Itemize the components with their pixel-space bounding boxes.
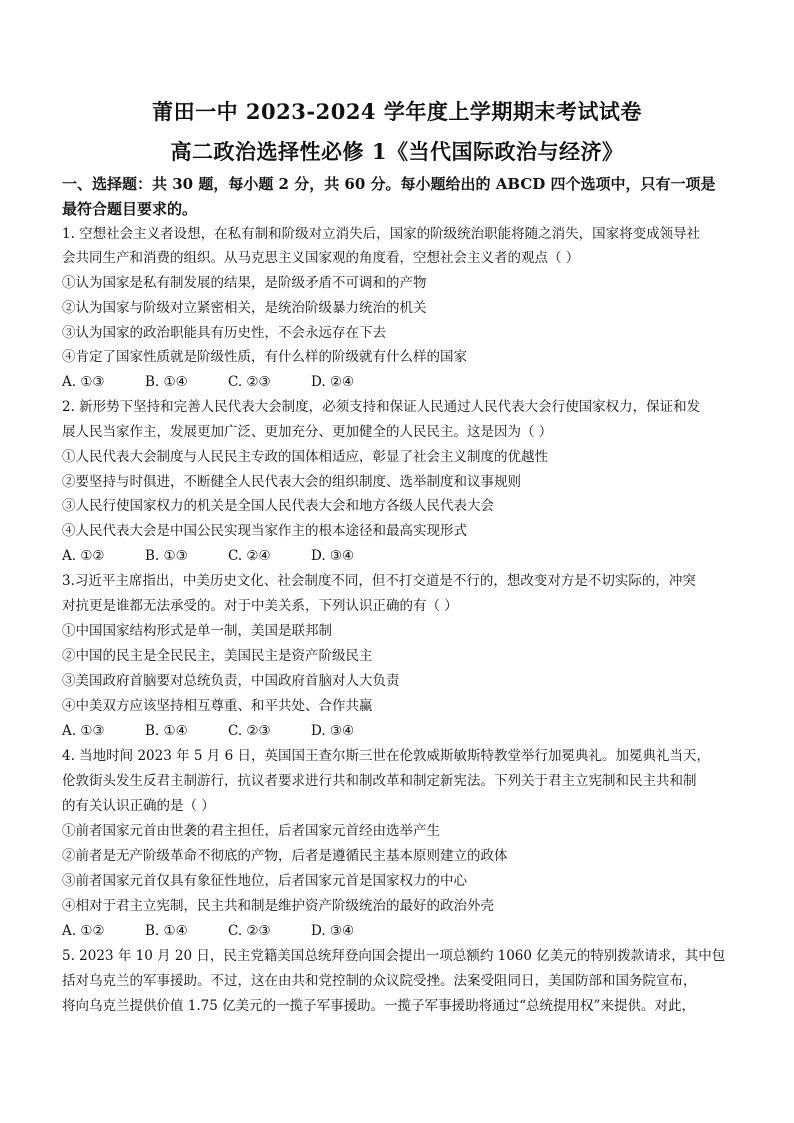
question-4-options: [62, 919, 394, 943]
question-2-statement: ③人民行使国家权力的机关是全国人民代表大会和地方各级人民代表大会: [62, 498, 494, 514]
option-b: B. ①④: [145, 723, 188, 739]
question-3-statement: ④中美双方应该坚持相互尊重、和平共处、合作共赢: [62, 698, 373, 714]
section-heading: 一、选择题：共 30 题，每小题 2 分，共 60 分。每小题给出的 ABCD 四个选项中，只有一项是: [62, 175, 716, 193]
question-1-statement: ②认为国家与阶级对立紧密相关，是统治阶级暴力统治的机关: [62, 300, 427, 316]
question-2-statement: ②要坚持与时俱进，不断健全人民代表大会的组织制度、选举制度和议事规则: [62, 474, 521, 490]
option-d: D. ③④: [311, 548, 355, 564]
question-2-options: [62, 544, 394, 568]
option-a: A. ①③: [62, 723, 105, 739]
question-1-statement: ④肯定了国家性质就是阶级性质，有什么样的阶级就有什么样的国家: [62, 349, 467, 365]
option-b: B. ①④: [145, 923, 188, 939]
question-1-options: [62, 370, 394, 394]
question-5-stem: 括对乌克兰的军事援助。不过，这在由共和党控制的众议院受挫。法案受阻同日，美国防部和国务院宣布，: [62, 973, 697, 989]
question-4-statement: ②前者是无产阶级革命不彻底的产物，后者是遵循民主基本原则建立的政体: [62, 848, 508, 864]
question-1-statement: ①认为国家是私有制发展的结果，是阶级矛盾不可调和的产物: [62, 275, 427, 291]
question-3-statement: ②中国的民主是全民民主，美国民主是资产阶级民主: [62, 648, 373, 664]
question-2-statement: ④人民代表大会是中国公民实现当家作主的根本途径和最高实现形式: [62, 523, 467, 539]
question-4-stem: 的有关认识正确的是（ ）: [62, 798, 215, 814]
page-title: 莆田一中 2023-2024 学年度上学期期末考试试卷: [152, 99, 642, 124]
option-d: D. ③④: [311, 723, 355, 739]
question-5-stem: 将向乌克兰提供价值 1.75 亿美元的一揽子军事援助。一揽子军事援助将通过“总统提用权”来提供。对此，: [62, 998, 695, 1014]
question-3-options: [62, 719, 394, 743]
question-2-statement: ①人民代表大会制度与人民民主专政的国体相适应，彰显了社会主义制度的优越性: [62, 449, 548, 465]
option-c: C. ②③: [228, 723, 271, 739]
question-4-stem: 伦敦街头发生反君主制游行，抗议者要求进行共和制改革和制定新宪法。下列关于君主立宪制和民主共和制: [62, 773, 697, 789]
option-b: B. ①③: [145, 548, 188, 564]
question-1-stem: 会共同生产和消费的组织。从马克思主义国家观的角度看，空想社会主义者的观点（ ）: [62, 250, 580, 266]
question-4-statement: ③前者国家元首仅具有象征性地位，后者国家元首是国家权力的中心: [62, 873, 467, 889]
option-c: C. ②③: [228, 923, 271, 939]
option-d: D. ③④: [311, 923, 355, 939]
question-1-stem: 1. 空想社会主义者设想，在私有制和阶级对立消失后，国家的阶级统治职能将随之消失，国家将变成领导社: [62, 226, 701, 242]
page-subtitle: 高二政治选择性必修 1《当代国际政治与经济》: [170, 139, 624, 164]
option-c: C. ②④: [228, 548, 271, 564]
option-a: A. ①③: [62, 374, 105, 390]
question-5-stem: 5. 2023 年 10 月 20 日，民主党籍美国总统拜登向国会提出一项总额约 1060 亿美元的特别拨款请求，其中包: [62, 948, 726, 964]
question-1-statement: ③认为国家的政治职能具有历史性，不会永远存在下去: [62, 325, 386, 341]
question-4-statement: ①前者国家元首由世袭的君主担任，后者国家元首经由选举产生: [62, 823, 440, 839]
question-3-statement: ①中国国家结构形式是单一制，美国是联邦制: [62, 623, 332, 639]
question-2-stem: 展人民当家作主，发展更加广泛、更加充分、更加健全的人民民主。这是因为（ ）: [62, 424, 553, 440]
question-3-statement: ③美国政府首脑要对总统负责，中国政府首脑对人大负责: [62, 673, 400, 689]
question-4-statement: ④相对于君主立宪制，民主共和制是维护资产阶级统治的最好的政治外壳: [62, 898, 494, 914]
option-b: B. ①④: [145, 374, 188, 390]
option-a: A. ①②: [62, 548, 105, 564]
question-3-stem: 3.习近平主席指出，中美历史文化、社会制度不同，但不打交道是不行的，想改变对方是不切实际的，冲突: [62, 573, 696, 589]
option-d: D. ②④: [311, 374, 355, 390]
question-3-stem: 对抗更是谁都无法承受的。对于中美关系，下列认识正确的有（ ）: [62, 598, 458, 614]
section-heading-cont: 最符合题目要求的。: [62, 200, 198, 218]
question-2-stem: 2. 新形势下坚持和完善人民代表大会制度，必须支持和保证人民通过人民代表大会行使国家权力，保证和发: [62, 399, 701, 415]
question-4-stem: 4. 当地时间 2023 年 5 月 6 日，英国国王查尔斯三世在伦敦威斯敏斯特教堂举行加冕典礼。加冕典礼当天，: [62, 748, 710, 764]
option-a: A. ①②: [62, 923, 105, 939]
option-c: C. ②③: [228, 374, 271, 390]
